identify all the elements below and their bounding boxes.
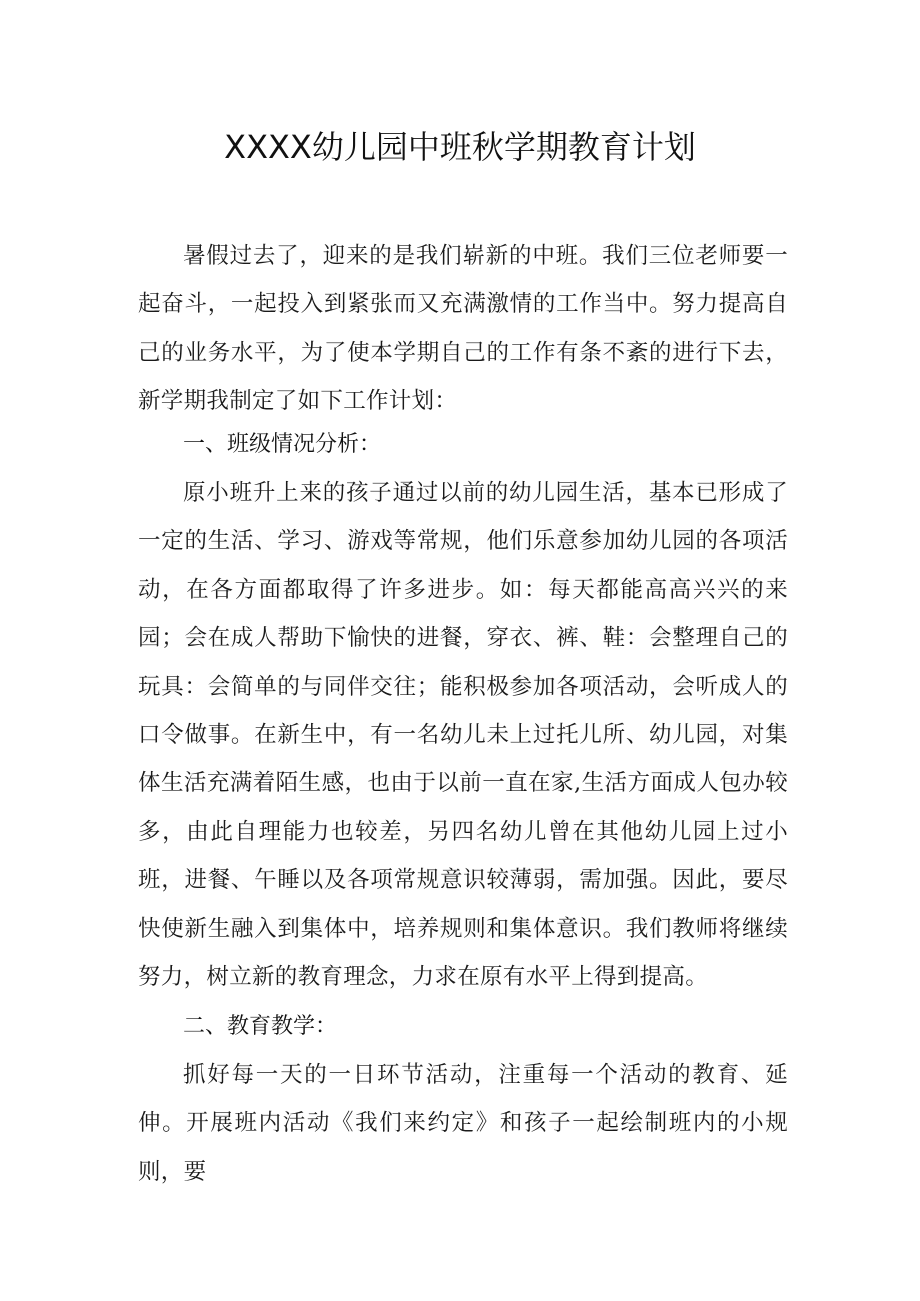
section-paragraph-education-teaching: 抓好每一天的一日环节活动，注重每一个活动的教育、延伸。开展班内活动《我们来约定》和孩子一起绘制班内的小规则，要 [138, 1062, 788, 1185]
document-title: XXXX幼儿园中班秋学期教育计划 [224, 128, 696, 166]
section-paragraph-class-analysis: 原小班升上来的孩子通过以前的幼儿园生活，基本已形成了一定的生活、学习、游戏等常规，他们乐意参加幼儿园的各项活动，在各方面都取得了许多进步。如：每天都能高高兴兴的来园；会在成人帮助下愉快的进餐，穿衣、裤、鞋：会整理自己的玩具：会简单的与同伴交往；能积极参加各项活动，会听成人的口令做事。在新生中，有一名幼儿未上过托儿所、幼儿园，对集体生活充满着陌生感，也由于以前一直在家,生活方面成人包办较多，由此自理能力也较差，另四名幼儿曾在其他幼儿园上过小班，进餐、午睡以及各项常规意识较薄弱，需加强。因此，要尽快使新生融入到集体中，培养规则和集体意识。我们教师将继续努力，树立新的教育理念，力求在原有水平上得到提高。 [138, 480, 788, 991]
section-heading-education-teaching: 二、教育教学： [183, 1014, 338, 1039]
section-heading-class-analysis: 一、班级情况分析： [183, 432, 382, 457]
intro-paragraph: 暑假过去了，迎来的是我们崭新的中班。我们三位老师要一起奋斗，一起投入到紧张而又充满激情的工作当中。努力提高自己的业务水平，为了使本学期自己的工作有条不紊的进行下去，新学期我制定了如下工作计划： [138, 243, 788, 415]
